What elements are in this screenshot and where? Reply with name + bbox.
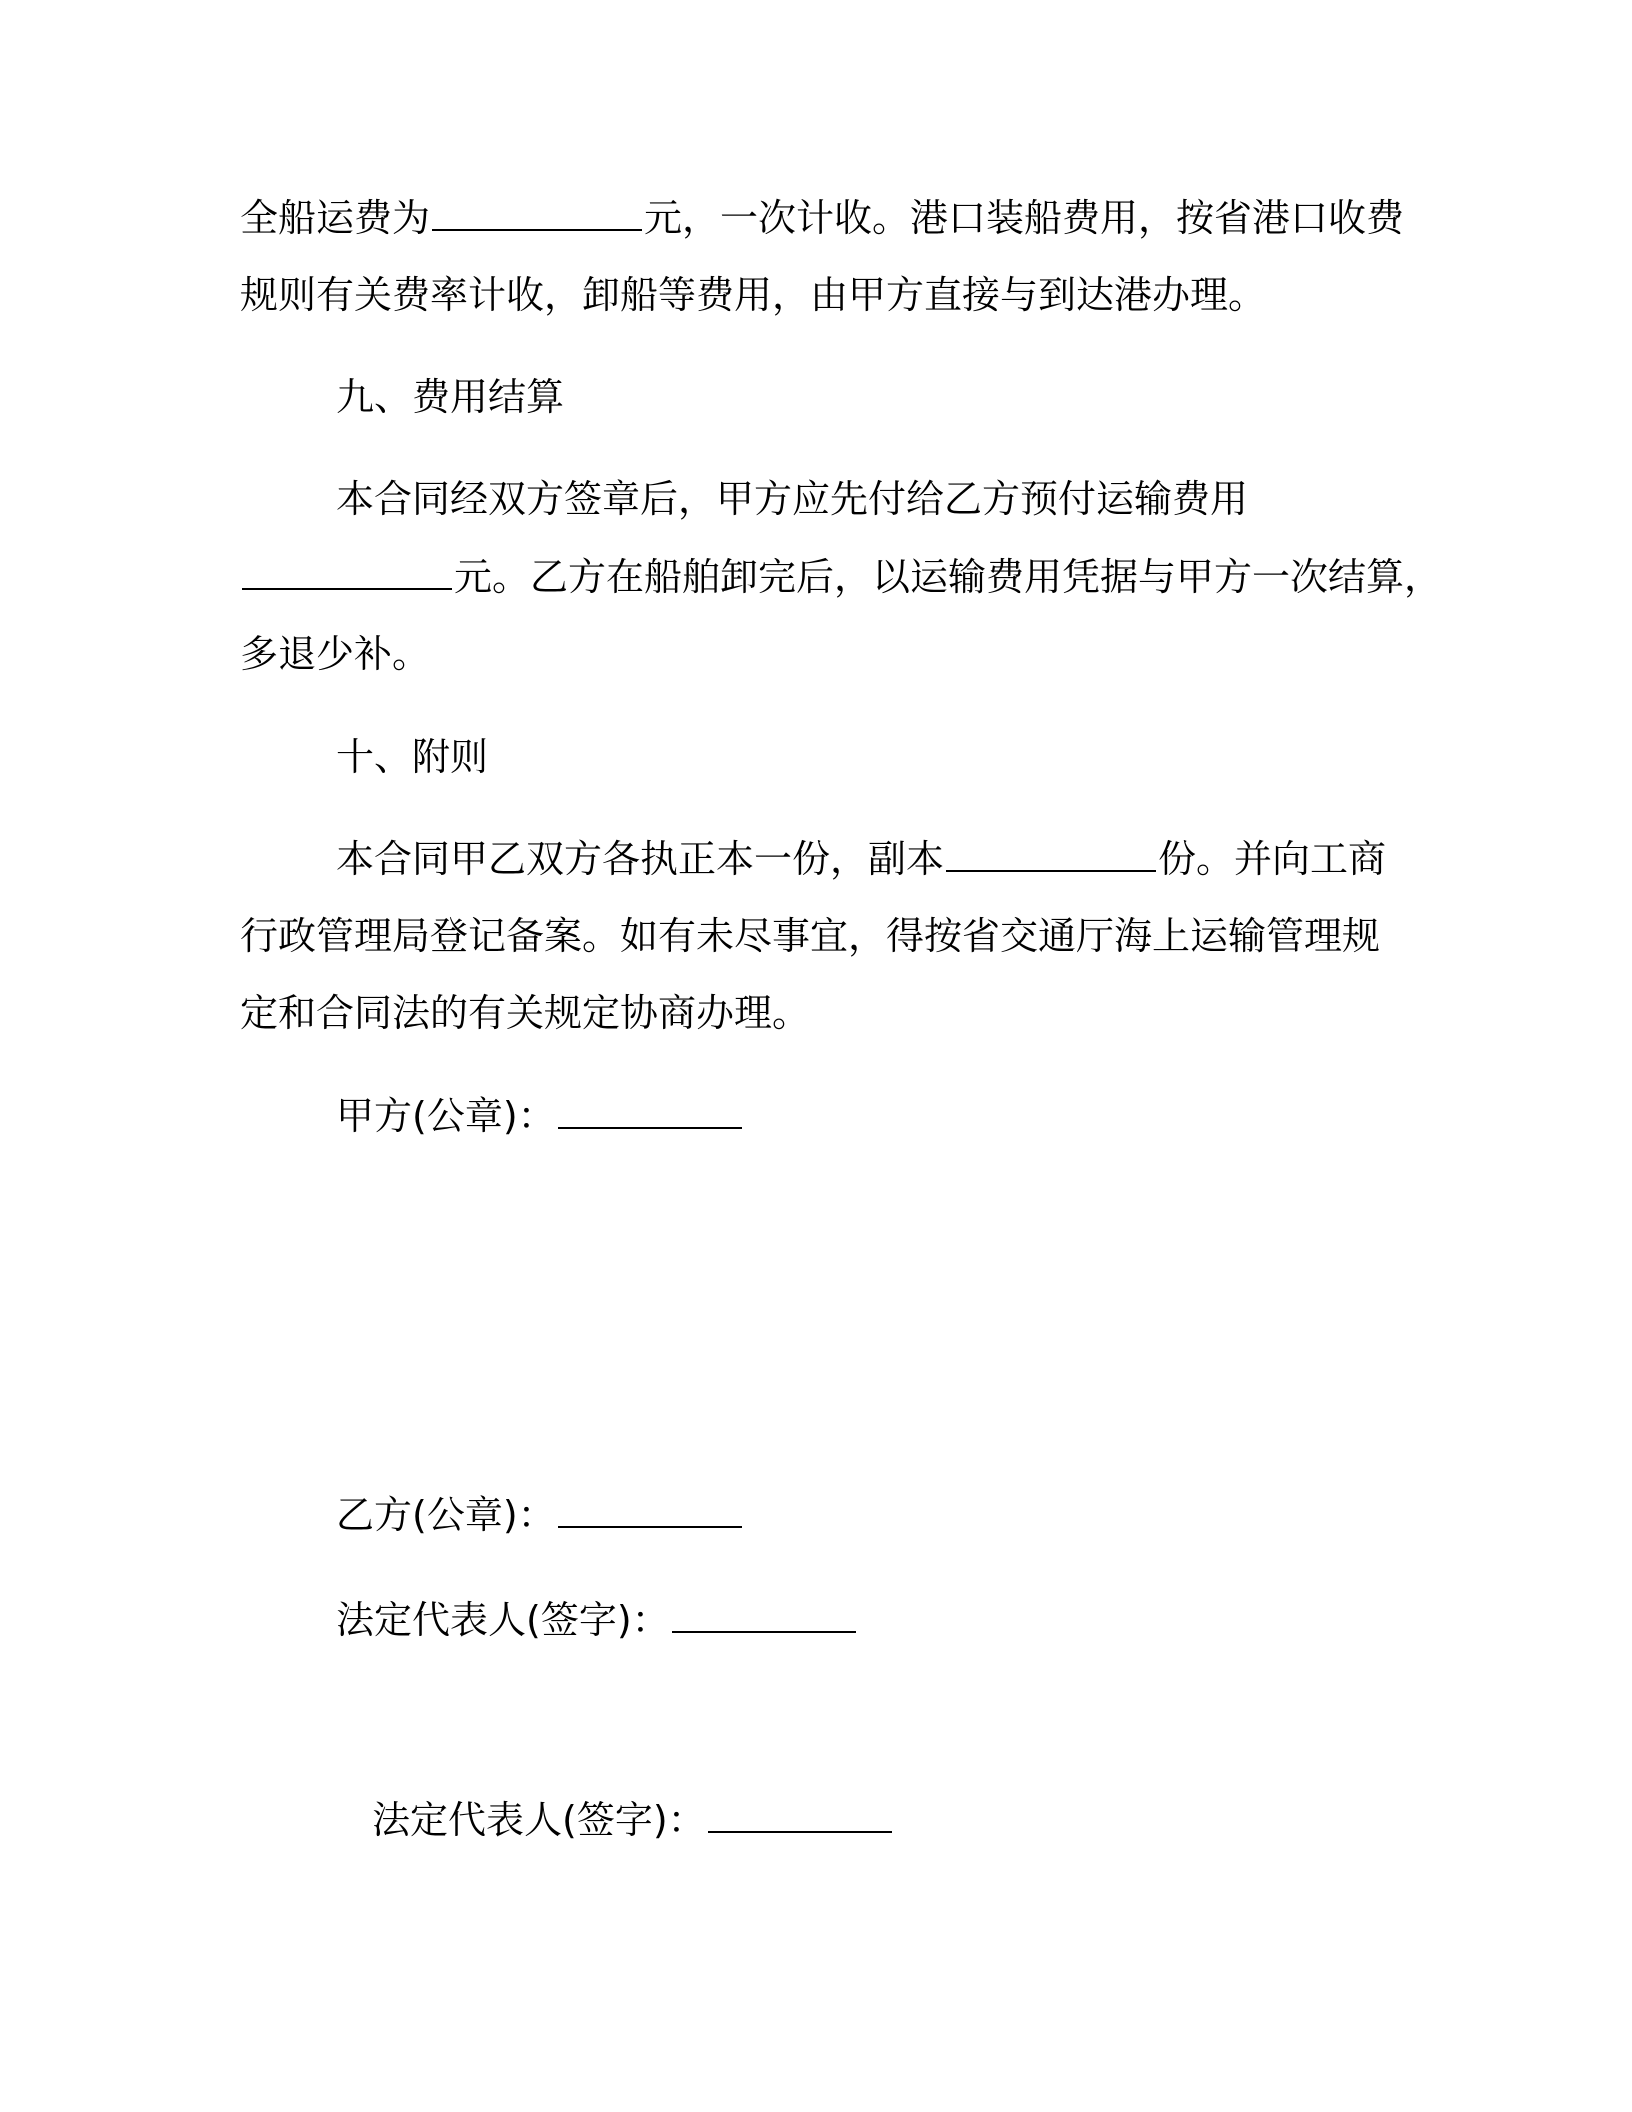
section9-line2-suffix: 元。乙方在船舶卸完后，以运输费用凭据与甲方一次结算， xyxy=(454,555,1443,599)
section10-line2: 行政管理局登记备案。如有未尽事宜，得按省交通厅海上运输管理规 xyxy=(240,914,1381,958)
section10-line3: 定和合同法的有关规定协商办理。 xyxy=(240,991,811,1035)
signature-legal-rep-2-label: 法定代表人(签字)： xyxy=(372,1798,706,1842)
section9-line3: 多退少补。 xyxy=(240,632,431,676)
section10-line1-prefix: 本合同甲乙双方各执正本一份，副本 xyxy=(336,837,945,881)
signature-legal-rep-1-label: 法定代表人(签字)： xyxy=(336,1598,670,1642)
signature-party-b xyxy=(336,1491,1536,1539)
section9-line2 xyxy=(240,553,1443,601)
section10-line1-suffix: 份。并向工商 xyxy=(1158,837,1387,881)
fill-blank-party-b-seal xyxy=(558,1492,742,1528)
para8-line1-prefix: 全船运费为 xyxy=(240,196,431,240)
signature-legal-rep-2 xyxy=(372,1796,1572,1844)
fill-blank-legal-rep-1 xyxy=(672,1597,856,1633)
signature-party-b-label: 乙方(公章)： xyxy=(336,1493,556,1537)
fill-blank-total-freight xyxy=(432,195,642,231)
para8-line1-suffix: 元，一次计收。港口装船费用，按省港口收费 xyxy=(644,196,1405,240)
para8-line2: 规则有关费率计收，卸船等费用，由甲方直接与到达港办理。 xyxy=(240,273,1267,317)
fill-blank-party-a-seal xyxy=(558,1093,742,1129)
fill-blank-copies xyxy=(946,836,1156,872)
section9-line1: 本合同经双方签章后，甲方应先付给乙方预付运输费用 xyxy=(336,477,1249,521)
signature-legal-rep-1 xyxy=(336,1596,1536,1644)
fill-blank-legal-rep-2 xyxy=(708,1797,892,1833)
section9-heading: 九、费用结算 xyxy=(336,375,565,419)
section10-heading: 十、附则 xyxy=(336,735,489,779)
section10-line1 xyxy=(336,835,1536,883)
para8-line1 xyxy=(240,194,1440,242)
signature-party-a xyxy=(336,1092,1536,1140)
fill-blank-prepayment xyxy=(242,554,452,590)
signature-party-a-label: 甲方(公章)： xyxy=(336,1094,556,1138)
